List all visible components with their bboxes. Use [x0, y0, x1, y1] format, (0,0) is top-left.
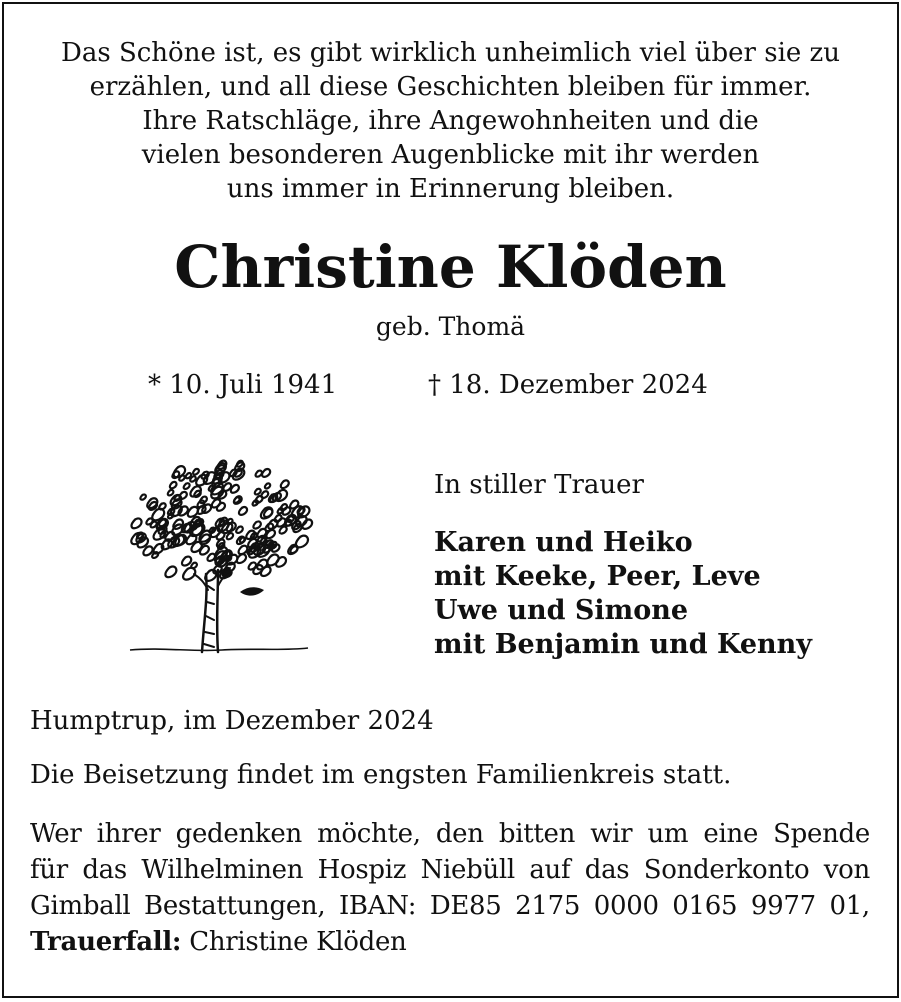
donation-keyword-line — [30, 924, 870, 960]
donation-line — [30, 888, 870, 924]
maiden-name: geb. Thomä — [375, 312, 526, 341]
donation-word: IBAN: — [338, 891, 417, 921]
donation-word: Bestattungen, — [144, 891, 326, 921]
death-date: † 18. Dezember 2024 — [428, 370, 708, 400]
poem-line: Ihre Ratschläge, ihre Angewohnheiten und die — [142, 106, 759, 136]
mourner-line: mit Benjamin und Kenny — [434, 629, 812, 660]
donation-word: Spende — [773, 819, 870, 849]
poem-line: erzählen, und all diese Geschichten bleiben für immer. — [89, 72, 812, 102]
donation-word: 01, — [829, 891, 870, 921]
mourner-line: Karen und Heiko — [434, 527, 693, 558]
donation-word: ihrer — [96, 819, 161, 849]
poem-line: vielen besonderen Augenblicke mit ihr werden — [141, 140, 760, 170]
donation-word: 0165 — [672, 891, 738, 921]
mourning-intro: In stiller Trauer — [434, 470, 644, 500]
poem-line: uns immer in Erinnerung bleiben. — [226, 174, 675, 204]
donation-word: wir — [590, 819, 633, 849]
deceased-name: Christine Klöden — [174, 233, 727, 301]
burial-note: Die Beisetzung findet im engsten Familienkreis statt. — [30, 760, 732, 790]
donation-word: eine — [703, 819, 759, 849]
obituary-notice — [2, 2, 899, 998]
donation-word: Wilhelminen — [141, 855, 304, 885]
memorial-poem — [4, 36, 897, 206]
donation-word: Sonderkonto — [643, 855, 810, 885]
poem-line: Das Schöne ist, es gibt wirklich unheimlich viel über sie zu — [60, 38, 840, 68]
donation-word: möchte, — [317, 819, 421, 849]
donation-word: für — [30, 855, 68, 885]
donation-word: das — [584, 855, 630, 885]
mourners-list — [434, 526, 812, 662]
donation-word: Niebüll — [420, 855, 515, 885]
donation-word: bitten — [498, 819, 576, 849]
donation-word: um — [647, 819, 689, 849]
place-date: Humptrup, im Dezember 2024 — [30, 706, 434, 736]
donation-word: 9977 — [750, 891, 816, 921]
donation-word: von — [823, 855, 870, 885]
donation-word: 0000 — [593, 891, 659, 921]
donation-word: Wer — [30, 819, 82, 849]
keyword-label: Trauerfall: — [30, 927, 182, 957]
donation-word: Gimball — [30, 891, 131, 921]
donation-word: DE85 — [429, 891, 502, 921]
donation-word: Hospiz — [317, 855, 407, 885]
donation-line — [30, 852, 870, 888]
donation-word: den — [435, 819, 484, 849]
donation-word: gedenken — [175, 819, 302, 849]
donation-request — [30, 816, 870, 960]
mourner-line: Uwe und Simone — [434, 595, 689, 626]
keyword-value: Christine Klöden — [189, 927, 407, 957]
donation-line — [30, 816, 870, 852]
tree-icon — [122, 456, 318, 662]
donation-word: auf — [529, 855, 571, 885]
donation-word: 2175 — [515, 891, 581, 921]
mourner-line: mit Keeke, Peer, Leve — [434, 561, 761, 592]
birth-date: * 10. Juli 1941 — [148, 370, 338, 400]
donation-word: das — [82, 855, 127, 885]
